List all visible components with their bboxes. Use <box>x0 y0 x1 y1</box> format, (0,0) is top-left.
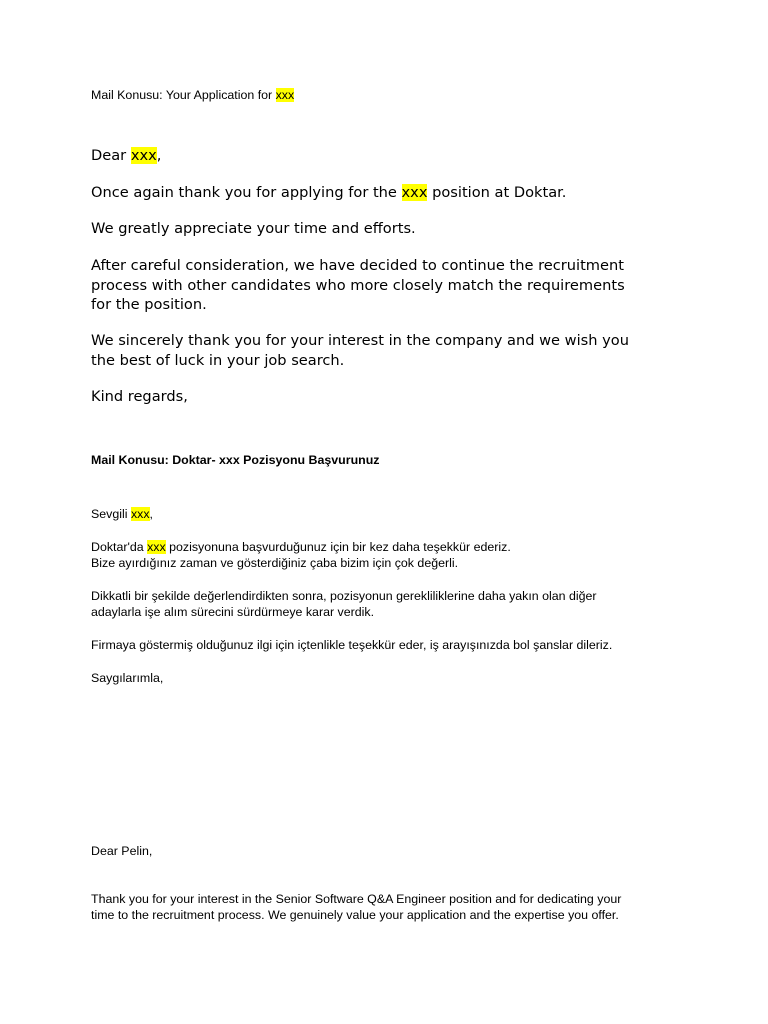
turkish-greeting-comma: , <box>149 507 153 521</box>
position-placeholder-highlight: xxx <box>401 184 428 201</box>
thanks-text-end: position at Doktar. <box>427 184 567 201</box>
english-subject-line <box>91 87 294 103</box>
turkish-greeting <box>91 506 153 522</box>
pelin-body-line-1: Thank you for your interest in the Senior Software Q&A Engineer position and for dedicating your <box>91 892 622 906</box>
pelin-greeting: Dear Pelin, <box>91 844 153 858</box>
english-closing: Kind regards, <box>91 388 188 405</box>
turkish-subject-line: Mail Konusu: Doktar- xxx Pozisyonu Başvurunuz <box>91 453 380 467</box>
greeting-text: Dear <box>91 147 131 164</box>
turkish-thanks-line <box>91 539 511 555</box>
english-interest-line-2: the best of luck in your job search. <box>91 351 345 369</box>
pelin-body-line-2: time to the recruitment process. We genuinely value your application and the expertise you offer. <box>91 908 619 922</box>
turkish-consideration-line-1: Dikkatli bir şekilde değerlendirdikten sonra, pozisyonun gerekliliklerine daha yakın olan diğer <box>91 589 597 603</box>
subject-placeholder-highlight: xxx <box>275 88 295 102</box>
thanks-text: Once again thank you for applying for the <box>91 184 402 201</box>
english-consideration-line-1: After careful consideration, we have decided to continue the recruitment <box>91 257 624 274</box>
turkish-greeting-placeholder-highlight: xxx <box>130 507 150 521</box>
turkish-greeting-text: Sevgili <box>91 507 131 521</box>
turkish-position-placeholder-highlight: xxx <box>147 540 166 554</box>
turkish-thanks-text: Doktar'da <box>91 540 148 554</box>
english-consideration-line-2: process with other candidates who more closely match the requirements <box>91 276 625 294</box>
greeting-comma: , <box>156 147 162 164</box>
turkish-consideration-line-2: adaylarla işe alım sürecini sürdürmeye karar verdik. <box>91 605 375 619</box>
english-thanks-line <box>91 183 566 203</box>
english-subject-text: Mail Konusu: Your Application for <box>91 88 276 102</box>
greeting-placeholder-highlight: xxx <box>130 147 157 164</box>
english-consideration-line-3: for the position. <box>91 296 207 313</box>
turkish-interest-line: Firmaya göstermiş olduğunuz ilgi için içtenlikle teşekkür eder, iş arayışınızda bol şanslar dileriz. <box>91 638 613 652</box>
english-appreciate-line: We greatly appreciate your time and efforts. <box>91 220 416 237</box>
turkish-appreciate-line: Bize ayırdığınız zaman ve gösterdiğiniz çaba bizim için çok değerli. <box>91 556 459 570</box>
turkish-thanks-text-end: pozisyonuna başvurduğunuz için bir kez daha teşekkür ederiz. <box>165 540 511 554</box>
turkish-closing: Saygılarımla, <box>91 671 164 685</box>
english-interest-line-1: We sincerely thank you for your interest in the company and we wish you <box>91 332 629 349</box>
english-greeting <box>91 146 161 166</box>
